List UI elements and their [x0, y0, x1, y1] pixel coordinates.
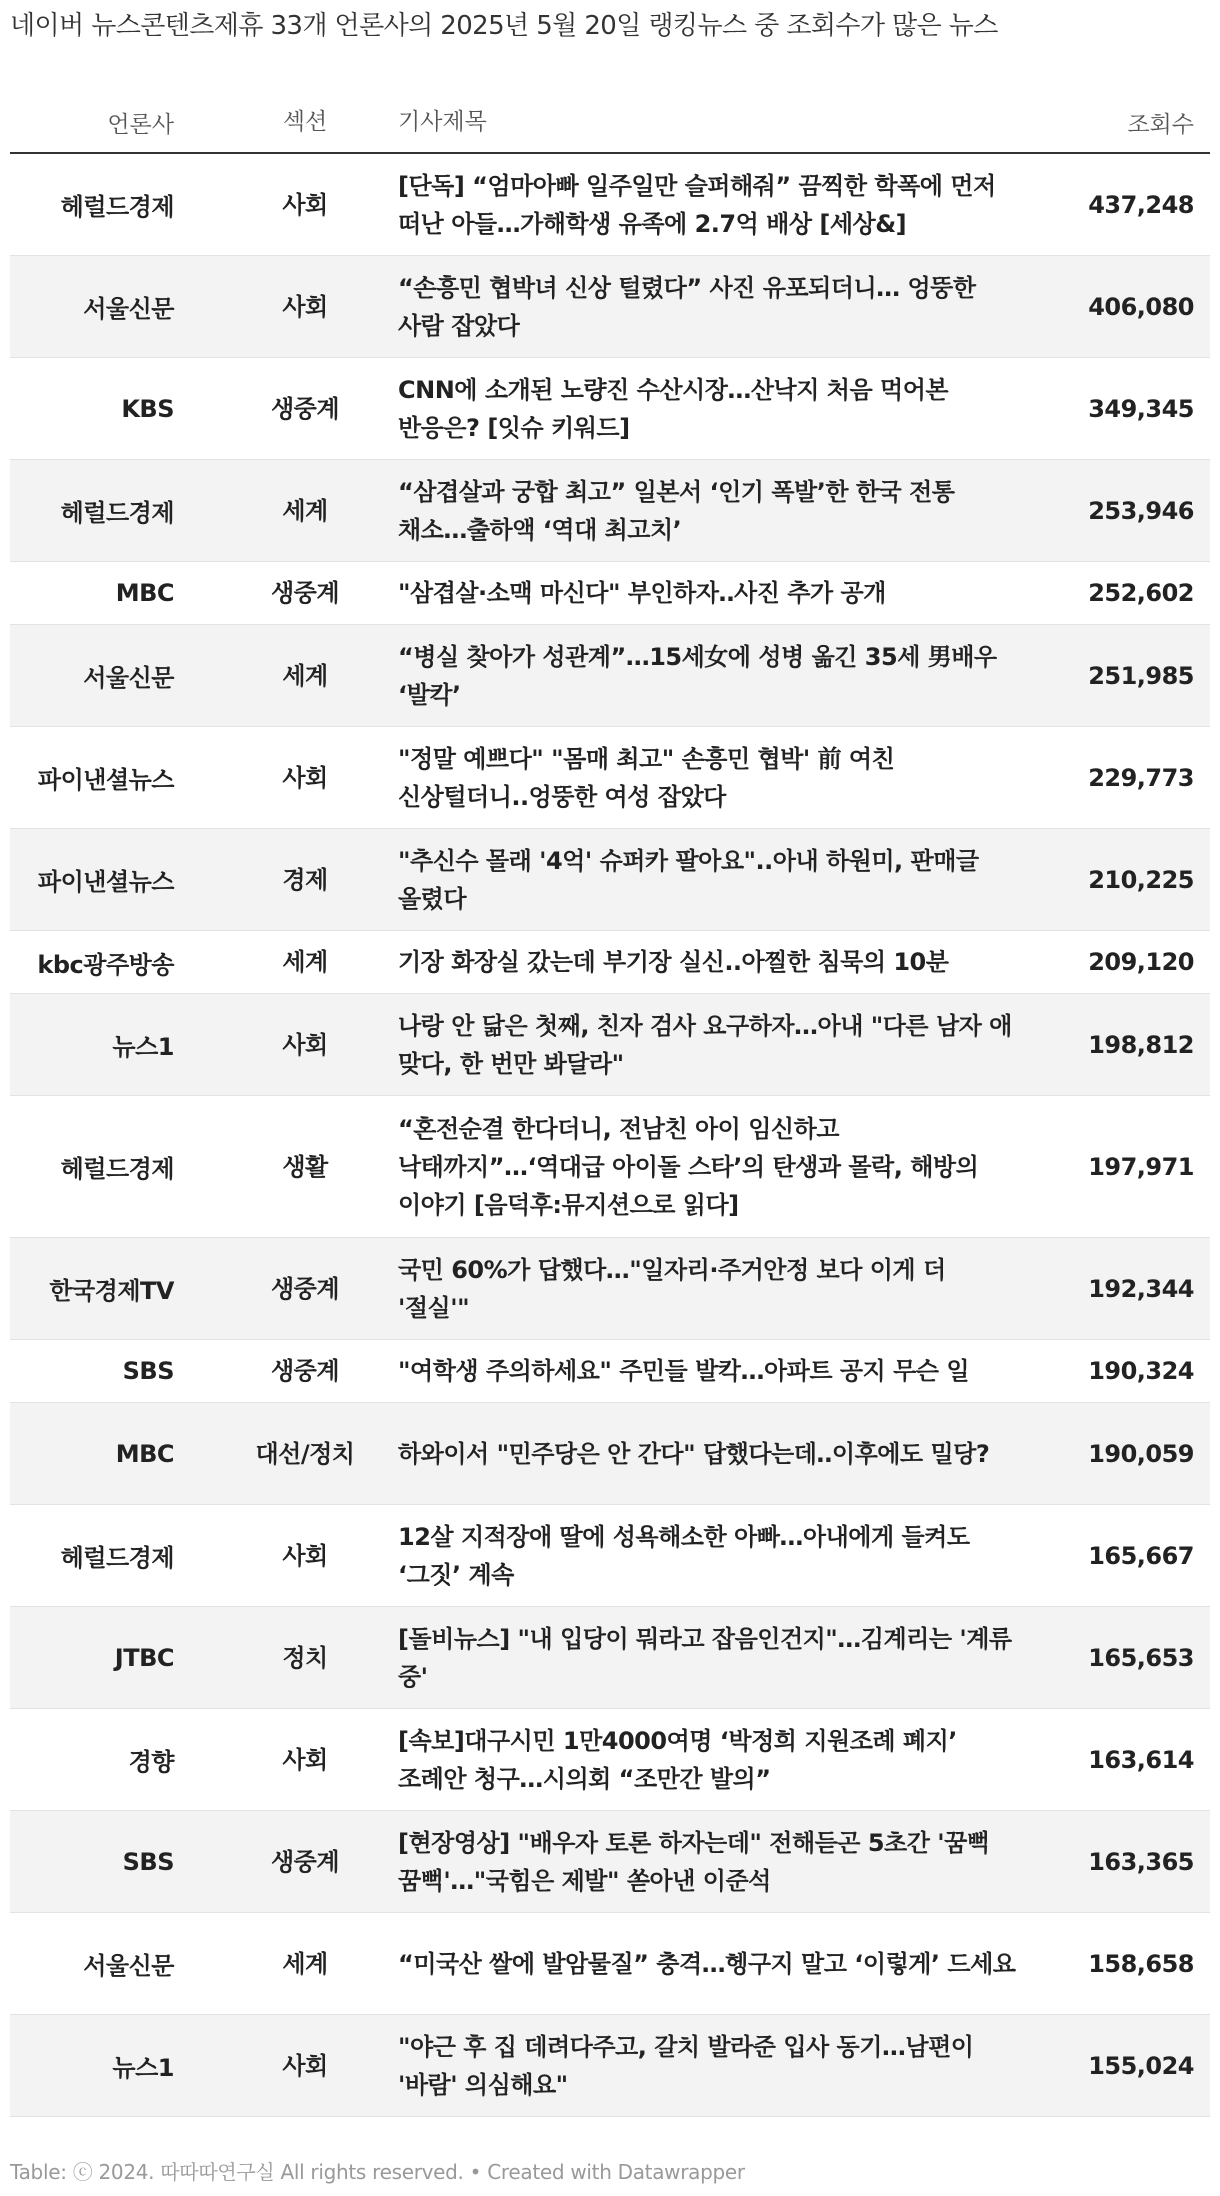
table-row [10, 460, 1210, 562]
views-cell: 192,344 [1088, 1274, 1194, 1303]
section-cell: 생중계 [270, 394, 340, 423]
views-cell: 253,946 [1088, 496, 1194, 525]
section-cell: 사회 [282, 2051, 328, 2080]
press-cell: 헤럴드경제 [60, 193, 174, 221]
section-cell: 생중계 [270, 1847, 340, 1876]
views-cell: 251,985 [1088, 661, 1194, 690]
section-cell: 정치 [282, 1643, 328, 1672]
headline-cell: CNN에 소개된 노량진 수산시장…산낙지 처음 먹어본 반응은? [잇슈 키워드] [398, 375, 949, 442]
headline-cell: "정말 예쁘다" "몸매 최고" 손흥민 협박' 前 여친 신상털더니..엉뚱한 여성 잡았다 [398, 744, 895, 811]
header-headline[interactable]: 기사제목 [398, 109, 487, 135]
section-cell: 세계 [282, 661, 328, 690]
headline-cell: “병실 찾아가 성관계”…15세女에 성병 옮긴 35세 男배우 ‘발칵’ [398, 642, 997, 709]
headline-cell: “미국산 쌀에 발암물질” 충격…헹구지 말고 ‘이렇게’ 드세요 [398, 1949, 1016, 1978]
table-row [10, 1238, 1210, 1340]
section-cell: 생중계 [270, 1357, 340, 1385]
press-cell: 헤럴드경제 [60, 1155, 174, 1183]
headline-cell: 12살 지적장애 딸에 성욕해소한 아빠…아내에게 들켜도 ‘그짓’ 계속 [398, 1522, 970, 1589]
headline-cell: 나랑 안 닮은 첫째, 친자 검사 요구하자…아내 "다른 남자 애 맞다, 한 번만 봐달라" [398, 1011, 1012, 1078]
press-cell: kbc광주방송 [37, 950, 174, 979]
section-cell: 대선/정치 [255, 1439, 355, 1468]
press-cell: JTBC [114, 1643, 174, 1672]
table-row [10, 358, 1210, 460]
press-cell: 경향 [128, 1748, 174, 1776]
press-cell: 뉴스1 [112, 1033, 174, 1061]
table-row [10, 1607, 1210, 1709]
headline-cell: “삼겹살과 궁합 최고” 일본서 ‘인기 폭발’한 한국 전통 채소…출하액 ‘역대 최고치’ [398, 477, 955, 544]
section-cell: 사회 [282, 1541, 328, 1570]
views-cell: 158,658 [1088, 1949, 1194, 1978]
table-row [10, 1505, 1210, 1607]
press-cell: 헤럴드경제 [60, 1544, 174, 1572]
table-row [10, 931, 1210, 994]
ranking-table [10, 92, 1210, 2117]
section-cell: 세계 [282, 496, 328, 525]
press-cell: KBS [121, 394, 174, 423]
views-cell: 209,120 [1088, 948, 1194, 976]
press-cell: 한국경제TV [49, 1277, 174, 1305]
table-row [10, 1340, 1210, 1403]
views-cell: 165,667 [1088, 1541, 1194, 1570]
views-cell: 155,024 [1088, 2051, 1194, 2080]
views-cell: 163,614 [1088, 1745, 1194, 1774]
press-cell: MBC [115, 1439, 174, 1468]
press-cell: 서울신문 [83, 295, 174, 323]
section-cell: 경제 [282, 865, 328, 894]
headline-cell: "추신수 몰래 '4억' 슈퍼카 팔아요"..아내 하원미, 판매글 올렸다 [398, 846, 979, 913]
views-cell: 406,080 [1088, 292, 1194, 321]
table-row [10, 256, 1210, 358]
section-cell: 사회 [282, 292, 328, 321]
section-cell: 사회 [282, 763, 328, 792]
headline-cell: [속보]대구시민 1만4000여명 ‘박정희 지원조례 폐지’ 조례안 청구…시의회 “조만간 발의” [398, 1726, 957, 1793]
section-cell: 세계 [282, 948, 328, 976]
table-row [10, 1709, 1210, 1811]
section-cell: 세계 [282, 1949, 328, 1978]
press-cell: 뉴스1 [112, 2054, 174, 2082]
headline-cell: [돌비뉴스] "내 입당이 뭐라고 잡음인건지"…김계리는 '계류 중' [398, 1624, 1012, 1691]
press-cell: MBC [115, 579, 174, 607]
headline-cell: "여학생 주의하세요" 주민들 발칵…아파트 공지 무슨 일 [398, 1357, 970, 1385]
views-cell: 163,365 [1088, 1847, 1194, 1876]
press-cell: 헤럴드경제 [60, 499, 174, 527]
section-cell: 생중계 [270, 579, 340, 607]
views-cell: 165,653 [1088, 1643, 1194, 1672]
section-cell: 사회 [282, 190, 328, 219]
source-footer: Table: ⓒ 2024. 따따따연구실 All rights reserved. • Created with Datawrapper [10, 2160, 745, 2184]
headline-cell: “손흥민 협박녀 신상 털렸다” 사진 유포되더니… 엉뚱한 사람 잡았다 [398, 273, 976, 340]
section-cell: 생활 [282, 1152, 328, 1181]
table-row [10, 1403, 1210, 1505]
section-cell: 생중계 [270, 1274, 340, 1303]
table-row [10, 625, 1210, 727]
views-cell: 190,324 [1088, 1357, 1194, 1385]
table-header [10, 92, 1210, 154]
section-cell: 사회 [282, 1745, 328, 1774]
headline-cell: "삼겹살·소맥 마신다" 부인하자‥사진 추가 공개 [398, 579, 886, 607]
headline-cell: 국민 60%가 답했다…"일자리·주거안정 보다 이게 더 '절실'" [398, 1255, 946, 1322]
headline-cell: “혼전순결 한다더니, 전남친 아이 임신하고 낙태까지”…‘역대급 아이돌 스타’의 탄생과 몰락, 해방의 이야기 [음덕후:뮤지션으로 읽다] [398, 1114, 979, 1219]
headline-cell: 기장 화장실 갔는데 부기장 실신..아찔한 침묵의 10분 [398, 948, 949, 976]
views-cell: 197,971 [1088, 1152, 1194, 1181]
press-cell: 서울신문 [83, 1952, 174, 1980]
table-row [10, 1811, 1210, 1913]
views-cell: 190,059 [1088, 1439, 1194, 1468]
header-press[interactable]: 언론사 [107, 111, 174, 138]
header-section[interactable]: 섹션 [282, 109, 328, 135]
page-title: 네이버 뉴스콘텐츠제휴 33개 언론사의 2025년 5월 20일 랭킹뉴스 중 조회수가 많은 뉴스 [10, 11, 998, 41]
press-cell: SBS [122, 1847, 174, 1876]
press-cell: 서울신문 [83, 664, 174, 692]
table-row [10, 727, 1210, 829]
views-cell: 437,248 [1088, 190, 1194, 219]
section-cell: 사회 [282, 1030, 328, 1059]
table-row [10, 829, 1210, 931]
views-cell: 229,773 [1088, 763, 1194, 792]
views-cell: 349,345 [1088, 394, 1194, 423]
headline-cell: 하와이서 "민주당은 안 간다" 답했다는데‥이후에도 밀당? [398, 1439, 990, 1468]
views-cell: 198,812 [1088, 1030, 1194, 1059]
headline-cell: [단독] “엄마아빠 일주일만 슬퍼해줘” 끔찍한 학폭에 먼저 떠난 아들…가해학생 유족에 2.7억 배상 [세상&] [398, 171, 996, 238]
press-cell: 파이낸셜뉴스 [37, 766, 174, 794]
table-row [10, 1096, 1210, 1238]
press-cell: SBS [122, 1357, 174, 1385]
table-row [10, 154, 1210, 256]
views-cell: 252,602 [1088, 579, 1194, 607]
table-row [10, 2015, 1210, 2117]
table-row [10, 1913, 1210, 2015]
header-views[interactable]: 조회수 [1127, 111, 1194, 138]
table-row [10, 994, 1210, 1096]
views-cell: 210,225 [1088, 865, 1194, 894]
press-cell: 파이낸셜뉴스 [37, 868, 174, 896]
headline-cell: "야근 후 집 데려다주고, 갈치 발라준 입사 동기…남편이 '바람' 의심해요" [398, 2032, 974, 2099]
headline-cell: [현장영상] "배우자 토론 하자는데" 전해듣곤 5초간 '꿈뻑 꿈뻑'…"국힘은 제발" 쏟아낸 이준석 [398, 1828, 990, 1895]
table-row [10, 562, 1210, 625]
